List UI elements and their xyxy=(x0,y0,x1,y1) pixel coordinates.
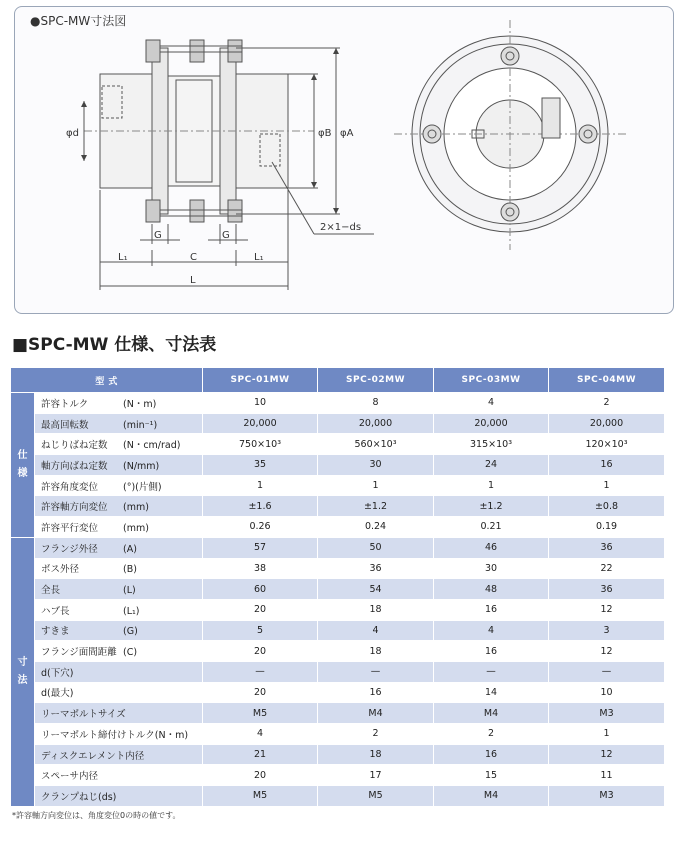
row-label-cell xyxy=(35,537,203,558)
table-cell: 10 xyxy=(549,682,665,703)
table-cell: 30 xyxy=(318,455,434,476)
table-cell: 12 xyxy=(549,641,665,662)
table-cell: 18 xyxy=(318,599,434,620)
row-label-cell xyxy=(35,703,203,724)
row-unit: (°)(片側) xyxy=(123,481,162,493)
row-label-cell xyxy=(35,434,203,455)
table-cell: — xyxy=(318,661,434,682)
table-cell: — xyxy=(549,661,665,682)
row-name: リーマボルト締付けトルク(N・m) xyxy=(41,729,189,741)
table-cell: 0.19 xyxy=(549,517,665,538)
row-unit: (min⁻¹) xyxy=(123,419,158,431)
table-cell: 38 xyxy=(203,558,318,579)
row-label-cell xyxy=(35,786,203,807)
table-cell: 1 xyxy=(434,475,549,496)
table-cell: 50 xyxy=(318,537,434,558)
row-name: 軸方向ばね定数 xyxy=(41,460,108,472)
table-row xyxy=(11,786,665,807)
section-title: ■SPC-MW 仕様、寸法表 xyxy=(12,335,217,355)
table-cell: 18 xyxy=(318,744,434,765)
table-cell: ±1.6 xyxy=(203,496,318,517)
table-cell: 36 xyxy=(549,537,665,558)
table-row xyxy=(11,455,665,476)
label-phi-b: φB xyxy=(318,128,332,139)
row-name: 許容トルク xyxy=(41,398,89,410)
table-cell: 54 xyxy=(318,579,434,600)
table-row xyxy=(11,724,665,745)
table-row xyxy=(11,537,665,558)
table-row xyxy=(11,393,665,414)
label-l: L xyxy=(190,275,196,286)
table-row xyxy=(11,765,665,786)
table-cell: — xyxy=(203,661,318,682)
table-cell: 2 xyxy=(434,724,549,745)
table-cell: M5 xyxy=(203,703,318,724)
header-model: SPC-03MW xyxy=(434,368,549,393)
row-name: フランジ面間距離 xyxy=(41,647,117,659)
row-name: ハブ長 xyxy=(41,605,70,617)
table-cell: 21 xyxy=(203,744,318,765)
row-label-cell xyxy=(35,724,203,745)
label-l1-right: L₁ xyxy=(254,252,264,263)
row-unit: (G) xyxy=(123,626,138,638)
table-cell: 3 xyxy=(549,620,665,641)
row-label-cell xyxy=(35,517,203,538)
table-cell: 20 xyxy=(203,599,318,620)
table-cell: — xyxy=(434,661,549,682)
table-cell: 16 xyxy=(434,641,549,662)
table-cell: 36 xyxy=(549,579,665,600)
row-label-cell xyxy=(35,661,203,682)
drawing-title: ●SPC-MW寸法図 xyxy=(30,14,127,28)
label-g-left: G xyxy=(154,230,162,241)
table-cell: 120×10³ xyxy=(549,434,665,455)
row-unit: (L) xyxy=(123,585,136,597)
table-cell: 17 xyxy=(318,765,434,786)
label-c: C xyxy=(190,252,197,263)
table-cell: ±0.8 xyxy=(549,496,665,517)
row-name: クランプねじ(ds) xyxy=(41,791,117,803)
row-name: d(下穴) xyxy=(41,667,74,679)
table-header-row xyxy=(11,368,665,393)
table-cell: 14 xyxy=(434,682,549,703)
table-cell: 10 xyxy=(203,393,318,414)
table-row xyxy=(11,496,665,517)
table-cell: 20 xyxy=(203,641,318,662)
table-cell: 16 xyxy=(434,599,549,620)
table-cell: 20,000 xyxy=(549,413,665,434)
table-row xyxy=(11,661,665,682)
table-cell: 2 xyxy=(318,724,434,745)
row-name: 許容軸方向変位 xyxy=(41,502,108,514)
row-unit: (N/mm) xyxy=(123,460,160,472)
table-cell: 4 xyxy=(318,620,434,641)
table-row xyxy=(11,599,665,620)
header-model: SPC-02MW xyxy=(318,368,434,393)
row-name: フランジ外径 xyxy=(41,543,98,555)
row-unit: (B) xyxy=(123,564,137,576)
row-unit: (mm) xyxy=(123,522,149,534)
table-cell: M3 xyxy=(549,786,665,807)
table-cell: 18 xyxy=(318,641,434,662)
row-label-cell xyxy=(35,599,203,620)
group-label xyxy=(11,393,35,538)
table-cell: 4 xyxy=(434,393,549,414)
row-unit: (N・m) xyxy=(123,398,157,410)
table-cell: M5 xyxy=(203,786,318,807)
table-cell: M4 xyxy=(434,703,549,724)
row-name: d(最大) xyxy=(41,688,74,700)
table-row xyxy=(11,641,665,662)
group-label-char: 法 xyxy=(17,674,28,686)
table-cell: 1 xyxy=(203,475,318,496)
label-phi-d: φd xyxy=(66,128,79,139)
row-name: 許容角度変位 xyxy=(41,481,99,493)
header-model-label: 型 式 xyxy=(11,368,203,393)
table-cell: 4 xyxy=(434,620,549,641)
table-cell: 750×10³ xyxy=(203,434,318,455)
table-cell: 1 xyxy=(549,724,665,745)
row-label-cell xyxy=(35,558,203,579)
spec-table xyxy=(10,367,665,807)
table-cell: 20,000 xyxy=(203,413,318,434)
header-model: SPC-04MW xyxy=(549,368,665,393)
row-unit: (A) xyxy=(123,543,137,555)
table-cell: 1 xyxy=(549,475,665,496)
table-cell: 4 xyxy=(203,724,318,745)
row-name: ディスクエレメント内径 xyxy=(41,750,145,762)
table-cell: 0.21 xyxy=(434,517,549,538)
table-cell: 60 xyxy=(203,579,318,600)
group-label-char: 様 xyxy=(17,467,28,479)
table-cell: 0.24 xyxy=(318,517,434,538)
row-name: リーマボルトサイズ xyxy=(41,709,126,721)
row-label-cell xyxy=(35,765,203,786)
table-cell: 11 xyxy=(549,765,665,786)
label-phi-a: φA xyxy=(340,128,354,139)
table-cell: ±1.2 xyxy=(318,496,434,517)
table-cell: 20,000 xyxy=(434,413,549,434)
table-cell: 46 xyxy=(434,537,549,558)
table-cell: 2 xyxy=(549,393,665,414)
table-cell: M4 xyxy=(434,786,549,807)
table-cell: ±1.2 xyxy=(434,496,549,517)
table-cell: 36 xyxy=(318,558,434,579)
table-row xyxy=(11,620,665,641)
label-l1-left: L₁ xyxy=(118,252,128,263)
table-cell: 560×10³ xyxy=(318,434,434,455)
row-name: 全長 xyxy=(41,585,61,597)
group-label-char: 寸 xyxy=(17,656,28,668)
row-unit: (N・cm/rad) xyxy=(123,440,181,452)
table-cell: 1 xyxy=(318,475,434,496)
row-unit: (L₁) xyxy=(123,605,140,617)
row-name: ねじりばね定数 xyxy=(41,440,108,452)
row-label-cell xyxy=(35,682,203,703)
row-label-cell xyxy=(35,455,203,476)
table-cell: 16 xyxy=(549,455,665,476)
group-label xyxy=(11,537,35,806)
table-cell: 48 xyxy=(434,579,549,600)
label-g-right: G xyxy=(222,230,230,241)
row-label-cell xyxy=(35,620,203,641)
row-label-cell xyxy=(35,744,203,765)
table-cell: 315×10³ xyxy=(434,434,549,455)
table-cell: 5 xyxy=(203,620,318,641)
table-row xyxy=(11,434,665,455)
row-label-cell xyxy=(35,496,203,517)
group-label-char: 仕 xyxy=(17,449,28,461)
table-cell: 16 xyxy=(318,682,434,703)
row-label-cell xyxy=(35,413,203,434)
table-row xyxy=(11,413,665,434)
table-row xyxy=(11,517,665,538)
table-body xyxy=(11,393,665,807)
row-name: 最高回転数 xyxy=(41,419,89,431)
table-cell: 20,000 xyxy=(318,413,434,434)
table-cell: 12 xyxy=(549,744,665,765)
table-cell: 35 xyxy=(203,455,318,476)
row-name: 許容平行変位 xyxy=(41,522,99,534)
table-cell: 0.26 xyxy=(203,517,318,538)
label-ds: 2×1−ds xyxy=(320,222,362,233)
table-row xyxy=(11,703,665,724)
table-cell: 24 xyxy=(434,455,549,476)
table-cell: 16 xyxy=(434,744,549,765)
table-cell: 22 xyxy=(549,558,665,579)
table-cell: 8 xyxy=(318,393,434,414)
table-cell: 15 xyxy=(434,765,549,786)
table-cell: M5 xyxy=(318,786,434,807)
table-cell: 57 xyxy=(203,537,318,558)
table-row xyxy=(11,744,665,765)
table-cell: M3 xyxy=(549,703,665,724)
table-row xyxy=(11,558,665,579)
table-cell: 12 xyxy=(549,599,665,620)
row-label-cell xyxy=(35,475,203,496)
row-unit: (mm) xyxy=(123,502,149,514)
row-label-cell xyxy=(35,641,203,662)
header-model: SPC-01MW xyxy=(203,368,318,393)
row-unit: (C) xyxy=(123,647,138,659)
table-cell: M4 xyxy=(318,703,434,724)
row-name: スペーサ内径 xyxy=(41,771,99,783)
table-cell: 20 xyxy=(203,682,318,703)
row-name: すきま xyxy=(41,626,70,638)
table-row xyxy=(11,579,665,600)
dimension-drawing xyxy=(14,6,672,312)
table-row xyxy=(11,475,665,496)
table-cell: 20 xyxy=(203,765,318,786)
footnote: *許容軸方向変位は、角度変位0の時の値です。 xyxy=(12,811,181,820)
row-name: ボス外径 xyxy=(41,564,80,576)
table-cell: 30 xyxy=(434,558,549,579)
table-row xyxy=(11,682,665,703)
row-label-cell xyxy=(35,579,203,600)
row-label-cell xyxy=(35,393,203,414)
